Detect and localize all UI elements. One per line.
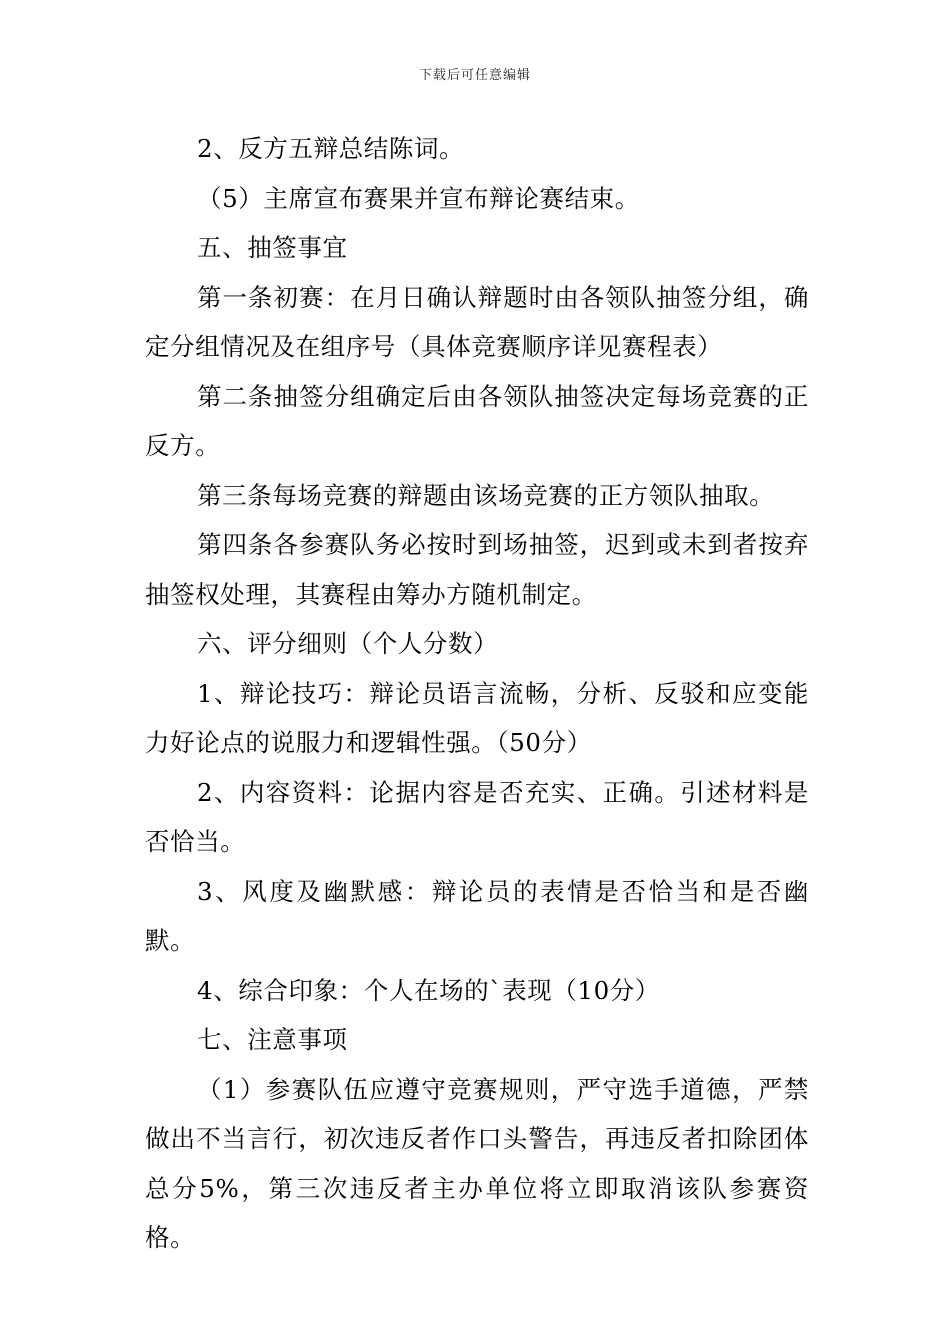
paragraph-con-final-statement: 2、反方五辩总结陈词。 (197, 134, 465, 163)
section-heading-scoring: 六、评分细则（个人分数） (197, 629, 499, 658)
paragraph-scoring-impression: 4、综合印象：个人在场的`表现（10分） (197, 975, 661, 1005)
paragraph-scoring-demeanor: 3、风度及幽默感：辩论员的表情是否恰当和是否幽默。 (145, 876, 809, 955)
section-heading-notes: 七、注意事项 (197, 1025, 348, 1054)
paragraph-chair-announces-result: （5）主席宣布赛果并宣布辩论赛结束。 (197, 183, 640, 213)
section-heading-draw: 五、抽签事宜 (197, 233, 348, 262)
paragraph-article-4: 第四条各参赛队务必按时到场抽签，迟到或未到者按弃抽签权处理，其赛程由筹办方随机制定。 (145, 530, 809, 609)
paragraph-article-3: 第三条每场竞赛的辩题由该场竞赛的正方领队抽取。 (197, 480, 775, 510)
paragraph-scoring-skill: 1、辩论技巧：辩论员语言流畅，分析、反驳和应变能力好论点的说服力和逻辑性强。（50分） (145, 678, 809, 757)
paragraph-scoring-content: 2、内容资料：论据内容是否充实、正确。引述材料是否恰当。 (145, 777, 809, 856)
paragraph-article-2: 第二条抽签分组确定后由各领队抽签决定每场竞赛的正反方。 (145, 381, 809, 460)
page-header: 下载后可任意编辑 (418, 68, 531, 83)
paragraph-note-1: （1）参赛队伍应遵守竞赛规则，严守选手道德，严禁做出不当言行，初次违反者作口头警告，再违反者扣除团体总分5%，第三次违反者主办单位将立即取消该队参赛资格。 (145, 1074, 809, 1252)
document-body (145, 124, 809, 1263)
paragraph-article-1: 第一条初赛：在月日确认辩题时由各领队抽签分组，确定分组情况及在组序号（具体竞赛顺序详见赛程表） (145, 282, 809, 361)
